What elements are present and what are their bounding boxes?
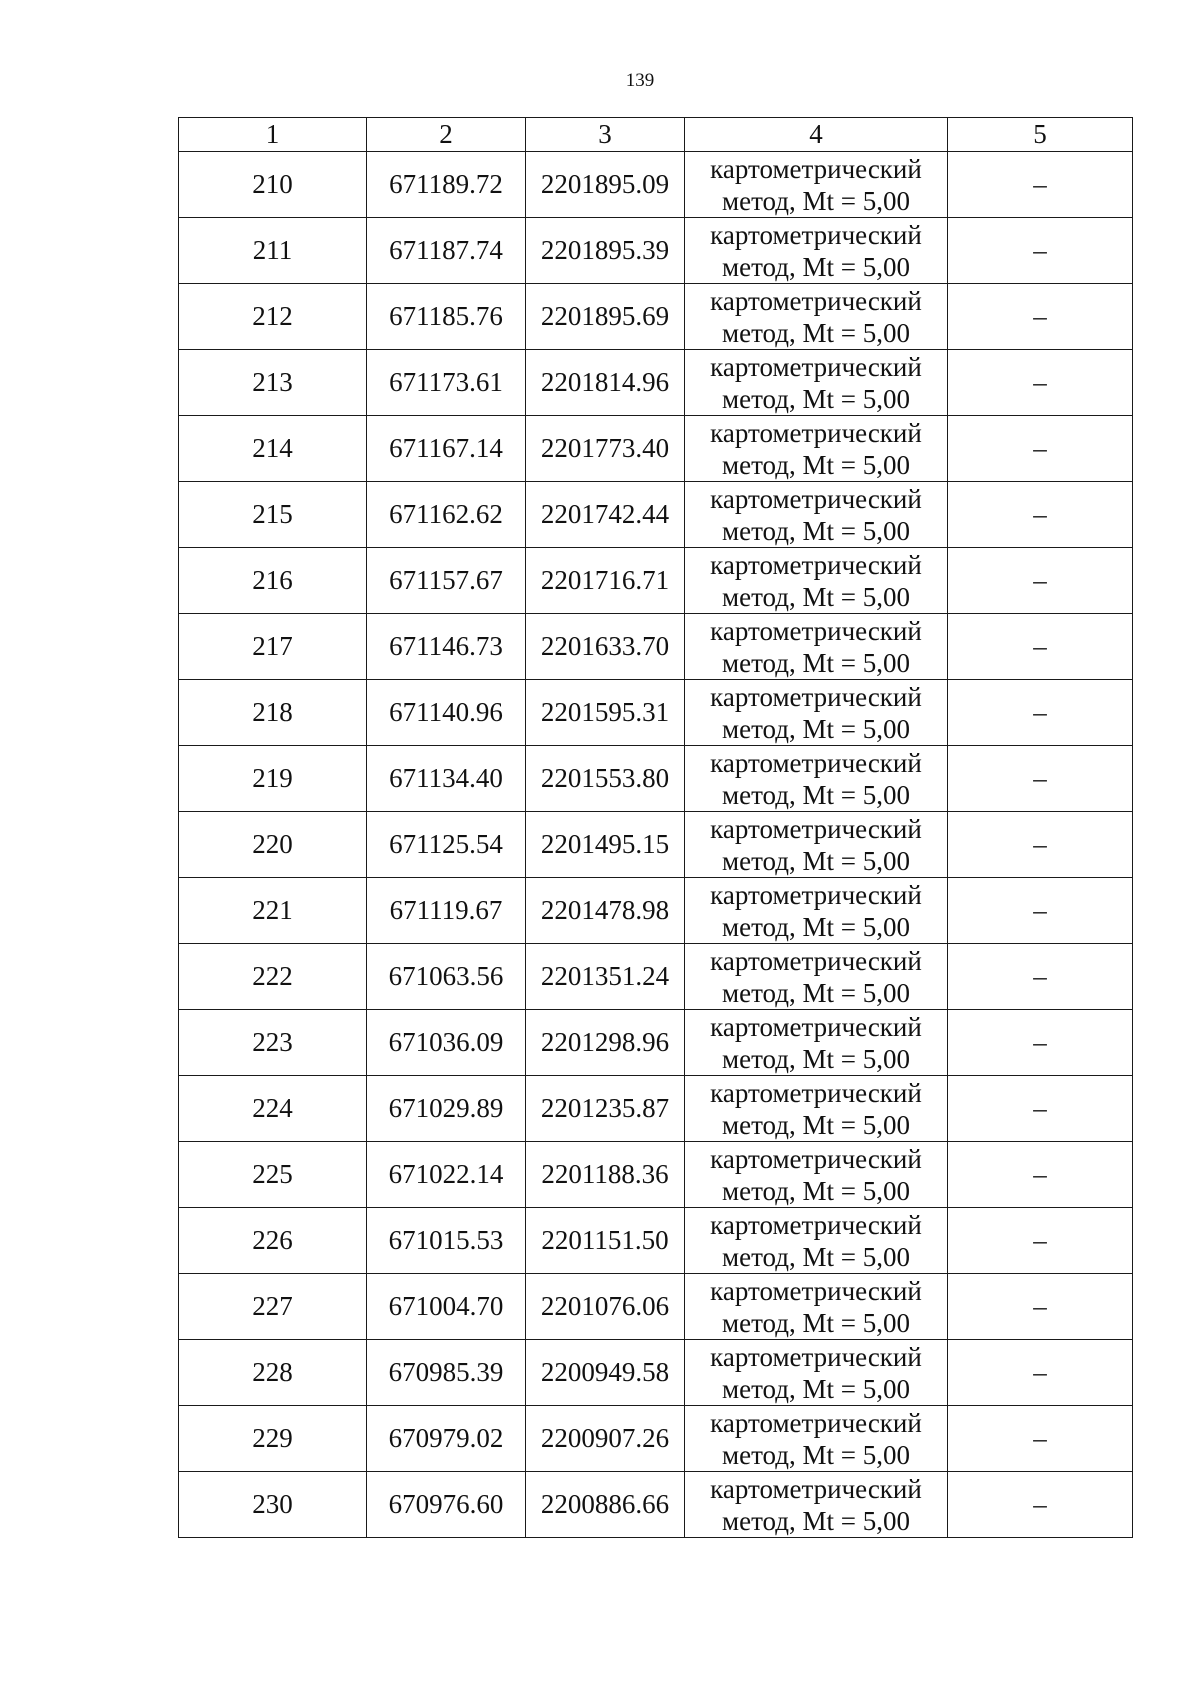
- method-line-2: метод, Mt = 5,00: [722, 977, 910, 1008]
- y-coordinate-cell: 2201151.50: [526, 1208, 685, 1274]
- table-row: [179, 1076, 1133, 1142]
- page-number: 139: [625, 70, 655, 91]
- method-line-1: картометрический: [710, 285, 922, 316]
- method-cell: [685, 1010, 948, 1076]
- point-number-cell: 227: [179, 1274, 367, 1340]
- note-cell: –: [948, 1010, 1133, 1076]
- point-number-cell: 222: [179, 944, 367, 1010]
- point-number-cell: 219: [179, 746, 367, 812]
- y-coordinate-cell: 2201895.09: [526, 152, 685, 218]
- y-coordinate-cell: 2201814.96: [526, 350, 685, 416]
- note-cell: –: [948, 812, 1133, 878]
- table-row: [179, 350, 1133, 416]
- y-coordinate-cell: 2201595.31: [526, 680, 685, 746]
- x-coordinate-cell: 671029.89: [367, 1076, 526, 1142]
- table-row: [179, 1208, 1133, 1274]
- method-cell: [685, 548, 948, 614]
- header-cell-2: 2: [367, 118, 526, 152]
- x-coordinate-cell: 670976.60: [367, 1472, 526, 1538]
- y-coordinate-cell: 2201298.96: [526, 1010, 685, 1076]
- coordinates-table: [178, 117, 1133, 1538]
- method-cell: [685, 812, 948, 878]
- x-coordinate-cell: 670985.39: [367, 1340, 526, 1406]
- method-cell: [685, 350, 948, 416]
- note-cell: –: [948, 152, 1133, 218]
- note-cell: –: [948, 1406, 1133, 1472]
- header-cell-3: 3: [526, 118, 685, 152]
- y-coordinate-cell: 2201235.87: [526, 1076, 685, 1142]
- y-coordinate-cell: 2201895.69: [526, 284, 685, 350]
- x-coordinate-cell: 671146.73: [367, 614, 526, 680]
- note-cell: –: [948, 1208, 1133, 1274]
- method-line-2: метод, Mt = 5,00: [722, 251, 910, 282]
- point-number-cell: 218: [179, 680, 367, 746]
- table-row: [179, 680, 1133, 746]
- table-row: [179, 614, 1133, 680]
- x-coordinate-cell: 671004.70: [367, 1274, 526, 1340]
- method-line-2: метод, Mt = 5,00: [722, 581, 910, 612]
- point-number-cell: 228: [179, 1340, 367, 1406]
- y-coordinate-cell: 2200949.58: [526, 1340, 685, 1406]
- x-coordinate-cell: 671119.67: [367, 878, 526, 944]
- method-cell: [685, 680, 948, 746]
- method-line-1: картометрический: [710, 813, 922, 844]
- method-cell: [685, 416, 948, 482]
- method-line-2: метод, Mt = 5,00: [722, 1373, 910, 1404]
- note-cell: –: [948, 944, 1133, 1010]
- point-number-cell: 229: [179, 1406, 367, 1472]
- point-number-cell: 224: [179, 1076, 367, 1142]
- method-line-1: картометрический: [710, 1209, 922, 1240]
- header-row: [179, 118, 1133, 152]
- method-line-1: картометрический: [710, 681, 922, 712]
- table-row: [179, 548, 1133, 614]
- method-line-1: картометрический: [710, 417, 922, 448]
- y-coordinate-cell: 2201478.98: [526, 878, 685, 944]
- note-cell: –: [948, 1340, 1133, 1406]
- method-cell: [685, 878, 948, 944]
- point-number-cell: 215: [179, 482, 367, 548]
- method-line-1: картометрический: [710, 615, 922, 646]
- method-cell: [685, 746, 948, 812]
- method-line-1: картометрический: [710, 1275, 922, 1306]
- y-coordinate-cell: 2201076.06: [526, 1274, 685, 1340]
- method-line-1: картометрический: [710, 153, 922, 184]
- method-line-1: картометрический: [710, 1011, 922, 1042]
- method-cell: [685, 1076, 948, 1142]
- note-cell: –: [948, 878, 1133, 944]
- x-coordinate-cell: 671189.72: [367, 152, 526, 218]
- note-cell: –: [948, 1142, 1133, 1208]
- x-coordinate-cell: 671187.74: [367, 218, 526, 284]
- method-line-2: метод, Mt = 5,00: [722, 1043, 910, 1074]
- note-cell: –: [948, 284, 1133, 350]
- table-row: [179, 746, 1133, 812]
- method-line-1: картометрический: [710, 1077, 922, 1108]
- method-line-1: картометрический: [710, 879, 922, 910]
- point-number-cell: 216: [179, 548, 367, 614]
- header-cell-1: 1: [179, 118, 367, 152]
- y-coordinate-cell: 2200886.66: [526, 1472, 685, 1538]
- method-cell: [685, 1472, 948, 1538]
- method-line-1: картометрический: [710, 1143, 922, 1174]
- y-coordinate-cell: 2201553.80: [526, 746, 685, 812]
- method-line-2: метод, Mt = 5,00: [722, 1505, 910, 1536]
- header-cell-5: 5: [948, 118, 1133, 152]
- point-number-cell: 213: [179, 350, 367, 416]
- method-cell: [685, 482, 948, 548]
- note-cell: –: [948, 746, 1133, 812]
- method-line-2: метод, Mt = 5,00: [722, 845, 910, 876]
- point-number-cell: 220: [179, 812, 367, 878]
- note-cell: –: [948, 350, 1133, 416]
- note-cell: –: [948, 614, 1133, 680]
- header-cell-4: 4: [685, 118, 948, 152]
- x-coordinate-cell: 671134.40: [367, 746, 526, 812]
- x-coordinate-cell: 670979.02: [367, 1406, 526, 1472]
- point-number-cell: 212: [179, 284, 367, 350]
- method-line-2: метод, Mt = 5,00: [722, 647, 910, 678]
- method-line-2: метод, Mt = 5,00: [722, 449, 910, 480]
- point-number-cell: 226: [179, 1208, 367, 1274]
- table-row: [179, 218, 1133, 284]
- y-coordinate-cell: 2201895.39: [526, 218, 685, 284]
- method-line-2: метод, Mt = 5,00: [722, 1175, 910, 1206]
- point-number-cell: 210: [179, 152, 367, 218]
- y-coordinate-cell: 2201773.40: [526, 416, 685, 482]
- table-row: [179, 944, 1133, 1010]
- method-line-1: картометрический: [710, 1341, 922, 1372]
- x-coordinate-cell: 671167.14: [367, 416, 526, 482]
- method-line-1: картометрический: [710, 351, 922, 382]
- table-row: [179, 1472, 1133, 1538]
- y-coordinate-cell: 2201716.71: [526, 548, 685, 614]
- method-line-2: метод, Mt = 5,00: [722, 383, 910, 414]
- method-line-1: картометрический: [710, 549, 922, 580]
- note-cell: –: [948, 680, 1133, 746]
- point-number-cell: 211: [179, 218, 367, 284]
- method-cell: [685, 152, 948, 218]
- note-cell: –: [948, 1076, 1133, 1142]
- method-line-2: метод, Mt = 5,00: [722, 779, 910, 810]
- x-coordinate-cell: 671157.67: [367, 548, 526, 614]
- x-coordinate-cell: 671015.53: [367, 1208, 526, 1274]
- point-number-cell: 230: [179, 1472, 367, 1538]
- method-cell: [685, 1142, 948, 1208]
- note-cell: –: [948, 416, 1133, 482]
- method-cell: [685, 1340, 948, 1406]
- method-line-2: метод, Mt = 5,00: [722, 713, 910, 744]
- method-line-2: метод, Mt = 5,00: [722, 1439, 910, 1470]
- method-line-2: метод, Mt = 5,00: [722, 515, 910, 546]
- y-coordinate-cell: 2201495.15: [526, 812, 685, 878]
- table-row: [179, 878, 1133, 944]
- method-line-2: метод, Mt = 5,00: [722, 1241, 910, 1272]
- method-cell: [685, 1208, 948, 1274]
- method-cell: [685, 218, 948, 284]
- note-cell: –: [948, 218, 1133, 284]
- x-coordinate-cell: 671125.54: [367, 812, 526, 878]
- method-cell: [685, 284, 948, 350]
- y-coordinate-cell: 2201742.44: [526, 482, 685, 548]
- table-row: [179, 284, 1133, 350]
- y-coordinate-cell: 2201351.24: [526, 944, 685, 1010]
- table-row: [179, 416, 1133, 482]
- method-line-1: картометрический: [710, 945, 922, 976]
- note-cell: –: [948, 548, 1133, 614]
- method-line-1: картометрический: [710, 483, 922, 514]
- point-number-cell: 217: [179, 614, 367, 680]
- method-cell: [685, 944, 948, 1010]
- table-row: [179, 1406, 1133, 1472]
- method-line-1: картометрический: [710, 219, 922, 250]
- x-coordinate-cell: 671140.96: [367, 680, 526, 746]
- method-cell: [685, 1406, 948, 1472]
- point-number-cell: 214: [179, 416, 367, 482]
- table-row: [179, 1274, 1133, 1340]
- table-row: [179, 152, 1133, 218]
- method-line-2: метод, Mt = 5,00: [722, 185, 910, 216]
- method-line-1: картометрический: [710, 1407, 922, 1438]
- x-coordinate-cell: 671173.61: [367, 350, 526, 416]
- method-cell: [685, 1274, 948, 1340]
- table-body: [179, 152, 1133, 1538]
- x-coordinate-cell: 671063.56: [367, 944, 526, 1010]
- x-coordinate-cell: 671022.14: [367, 1142, 526, 1208]
- note-cell: –: [948, 1472, 1133, 1538]
- method-line-2: метод, Mt = 5,00: [722, 1307, 910, 1338]
- method-line-1: картометрический: [710, 747, 922, 778]
- x-coordinate-cell: 671036.09: [367, 1010, 526, 1076]
- note-cell: –: [948, 482, 1133, 548]
- point-number-cell: 221: [179, 878, 367, 944]
- method-line-2: метод, Mt = 5,00: [722, 911, 910, 942]
- table-row: [179, 1142, 1133, 1208]
- note-cell: –: [948, 1274, 1133, 1340]
- table-row: [179, 812, 1133, 878]
- method-cell: [685, 614, 948, 680]
- x-coordinate-cell: 671162.62: [367, 482, 526, 548]
- y-coordinate-cell: 2200907.26: [526, 1406, 685, 1472]
- method-line-2: метод, Mt = 5,00: [722, 1109, 910, 1140]
- x-coordinate-cell: 671185.76: [367, 284, 526, 350]
- table-row: [179, 1010, 1133, 1076]
- method-line-1: картометрический: [710, 1473, 922, 1504]
- y-coordinate-cell: 2201633.70: [526, 614, 685, 680]
- table-row: [179, 1340, 1133, 1406]
- point-number-cell: 223: [179, 1010, 367, 1076]
- table-row: [179, 482, 1133, 548]
- method-line-2: метод, Mt = 5,00: [722, 317, 910, 348]
- y-coordinate-cell: 2201188.36: [526, 1142, 685, 1208]
- point-number-cell: 225: [179, 1142, 367, 1208]
